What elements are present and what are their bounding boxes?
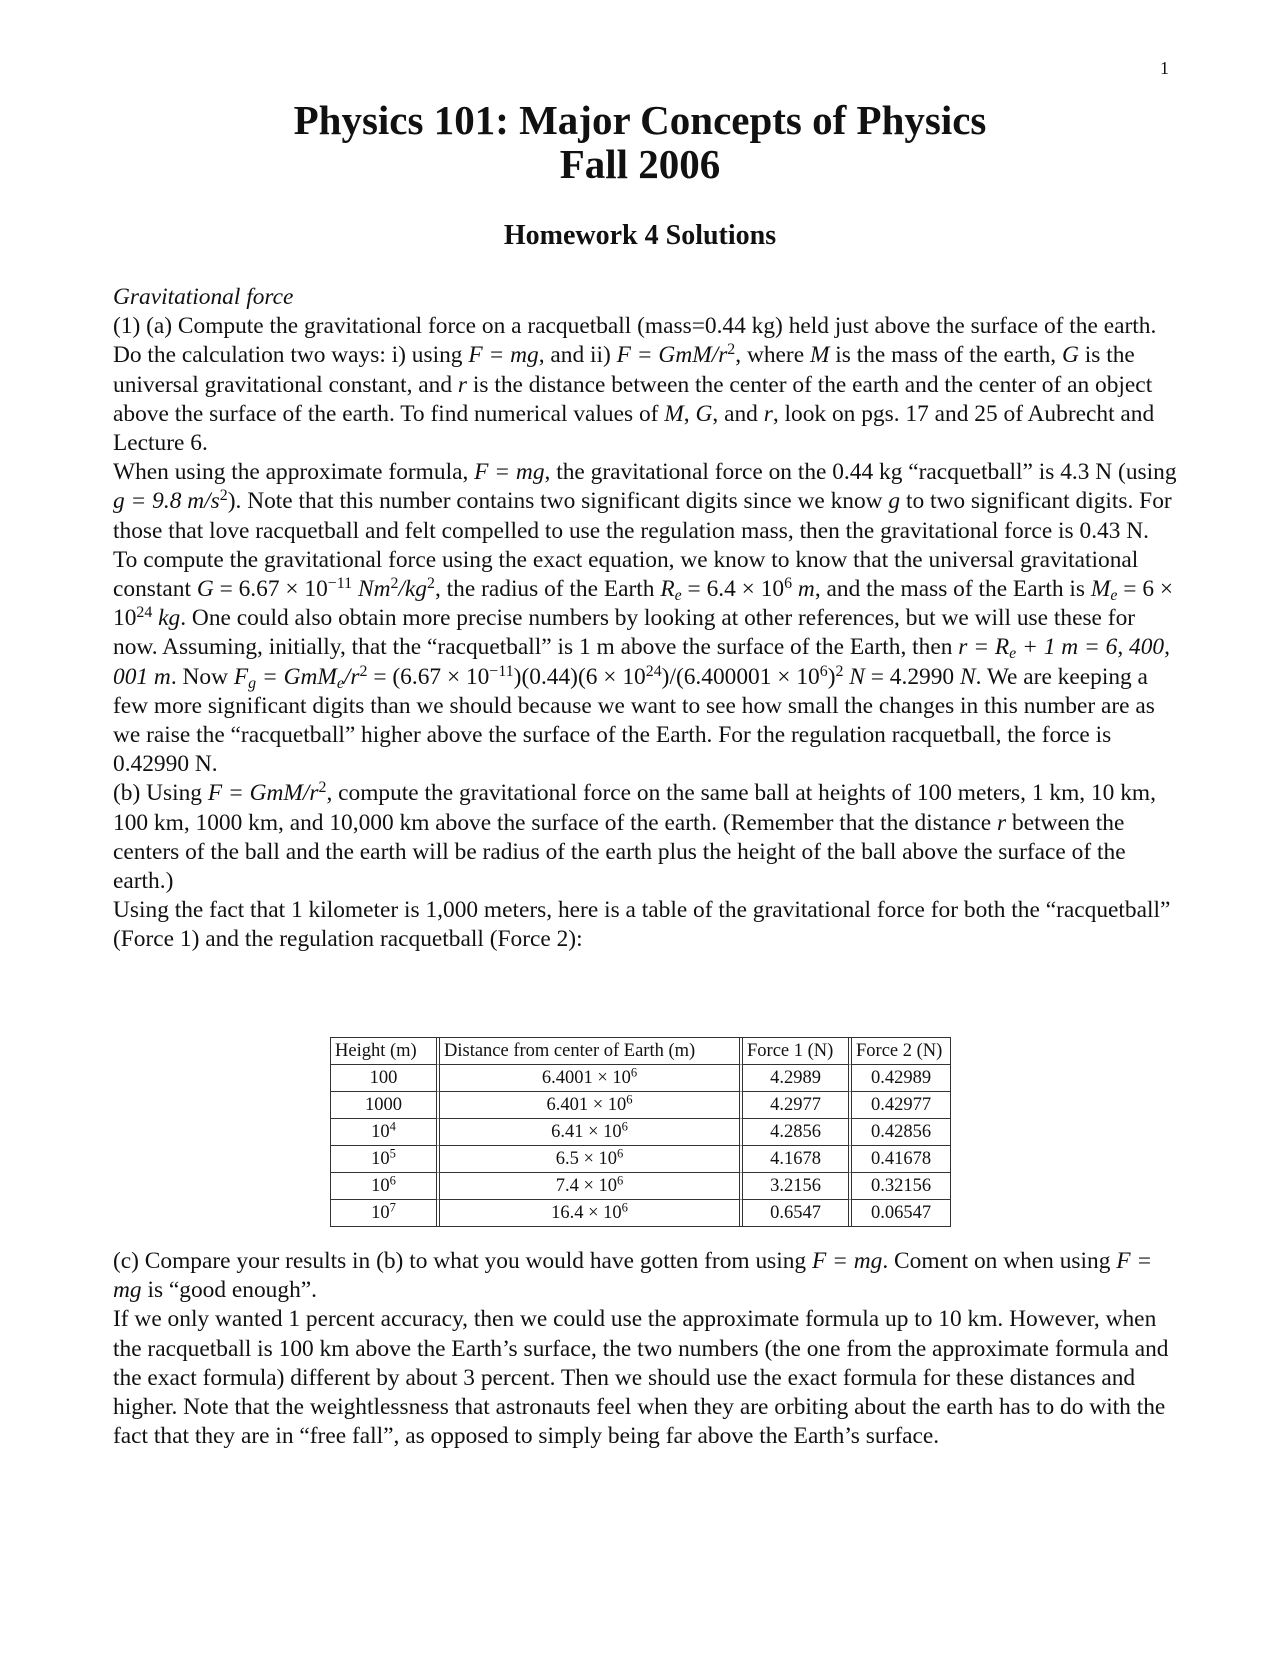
column-header-height: Height (m) — [331, 1038, 440, 1065]
cell-force-1: 4.1678 — [743, 1146, 852, 1173]
document-title: Homework 4 Solutions — [503, 220, 777, 251]
table-row — [331, 1119, 950, 1146]
cell-force-1: 4.2989 — [743, 1065, 852, 1092]
cell-distance: $6.5 \times 10^6$ — [440, 1146, 743, 1173]
column-header-force-1: Force 1 (N) — [743, 1038, 852, 1065]
cell-height: 1000 — [331, 1092, 440, 1119]
cell-distance: $6.401 \times 10^6$ — [440, 1092, 743, 1119]
cell-distance: $7.4 \times 10^6$ — [440, 1173, 743, 1200]
table-row — [331, 1092, 950, 1119]
cell-force-2: 0.41678 — [852, 1146, 950, 1173]
cell-force-1: 4.2977 — [743, 1092, 852, 1119]
table-row — [331, 1173, 950, 1200]
problem-1b-answer-intro: Using the fact that 1 kilometer is 1,000 meters, here is a table of the gravitational force for both the “racquetball” (Force 1) and the regulation racquetball (Force 2): — [113, 897, 1171, 953]
column-header-force-2: Force 2 (N) — [852, 1038, 950, 1065]
table-header-row — [331, 1038, 950, 1065]
problem-1c-answer: If we only wanted 1 percent accuracy, then we could use the approximate formula up to 10 km. However, when the racquetball is 100 km above the Earth’s surface, the two numbers (the one from the approximate formula and the exact formula) different by about 3 percent. Then we should use the exact formula for these distances and higher. Note that the weightlessness that astronauts feel when they are orbiting about the earth has to do with the fact that they are in “free fall”, as opposed to simply being far above the Earth’s surface. — [113, 1306, 1169, 1450]
cell-distance: $16.4 \times 10^6$ — [440, 1200, 743, 1226]
cell-force-1: 4.2856 — [743, 1119, 852, 1146]
table-row — [331, 1065, 950, 1092]
cell-force-1: 3.2156 — [743, 1173, 852, 1200]
cell-height: $10^6$ — [331, 1173, 440, 1200]
problem-1-text — [113, 283, 1178, 955]
cell-force-1: 0.6547 — [743, 1200, 852, 1226]
course-title: Physics 101: Major Concepts of Physics — [293, 97, 987, 143]
cell-force-2: 0.06547 — [870, 1202, 932, 1223]
cell-force-2: 0.42856 — [852, 1119, 950, 1146]
problem-1a-answer: When using the approximate formula, F = mg, the gravitational force on the 0.44 kg “racquetball” is 4.3 N (using g = 9.8 $m/s^2$). Note that this number contains two significant digits since we know g to two significant digits. For those that love racquetball and felt compelled to use the regulation mass, then the gravitational force is 0.43 N. To compute the gravitational force using the exact equation, we know to know that the universal gravitational constant $G = 6.67 \times 10^{-11}$ $Nm^2/kg^2$, the radius of the Earth $R_e = 6.4 \times 10^6$ m, and the mass of the Earth is $M_e = 6 \times 10^{24}$ kg. One could also obtain more precise numbers by looking at other references, but we will use these for now. Assuming, initially, that the “racquetball” is 1 m above the surface of the Earth, then $r = R_e + 1$ m = 6, 400, 001 m. Now $F_g = GmM_e/r^2 = (6.67 \times 10^{-11})(0.44)(6 \times 10^{24})/(6.400001 \times 10^6)^2$ N = 4.2990 N. We are keeping a few more significant digits than we should because we want to see how small the changes in this number are as we raise the “racquetball” higher above the surface of the Earth. For the regulation racquetball, the force is 0.42990 N. — [113, 459, 1177, 778]
force-table-container — [330, 1037, 951, 1227]
term: Fall 2006 — [559, 141, 721, 187]
problem-1b-question: (b) Using F = GmM/$r^2$, compute the gravitational force on the same ball at heights of 100 meters, 1 km, 10 km, 100 km, 1000 km, and 10,000 km above the surface of the earth. (Remember that the distance r between the centers of the ball and the earth will be radius of the earth plus the height of the ball above the surface of the earth.) — [113, 779, 1156, 895]
table-row — [331, 1200, 950, 1226]
cell-force-2: 0.42977 — [852, 1092, 950, 1119]
column-header-distance: Distance from center of Earth (m) — [440, 1038, 743, 1065]
cell-height: $10^4$ — [331, 1119, 440, 1146]
cell-distance: $6.41 \times 10^6$ — [440, 1119, 743, 1146]
document-header — [0, 98, 1280, 186]
problem-1c-text — [113, 1247, 1178, 1451]
cell-height: 100 — [331, 1065, 440, 1092]
cell-force-2: 0.42989 — [852, 1065, 950, 1092]
section-heading: Gravitational force — [113, 284, 294, 310]
table-row — [331, 1146, 950, 1173]
page-number: 1 — [1160, 58, 1169, 78]
problem-1c-question: (c) Compare your results in (b) to what you would have gotten from using F = mg. Coment on when using F = mg is “good enough”. — [113, 1248, 1153, 1304]
cell-height: $10^5$ — [331, 1146, 440, 1173]
problem-1a-question: (1) (a) Compute the gravitational force on a racquetball (mass=0.44 kg) held just above the surface of the earth. Do the calculation two ways: i) using F = mg, and ii) F = GmM/$r^2$, where M is the mass of the earth, G is the universal gravitational constant, and r is the distance between the center of the earth and the center of an object above the surface of the earth. To find numerical values of M, G, and r, look on pgs. 17 and 25 of Aubrecht and Lecture 6. — [113, 313, 1157, 457]
force-table — [330, 1037, 951, 1227]
cell-distance: $6.4001 \times 10^6$ — [440, 1065, 743, 1092]
cell-force-2: 0.32156 — [852, 1173, 950, 1200]
cell-height: $10^7$ — [331, 1200, 440, 1226]
